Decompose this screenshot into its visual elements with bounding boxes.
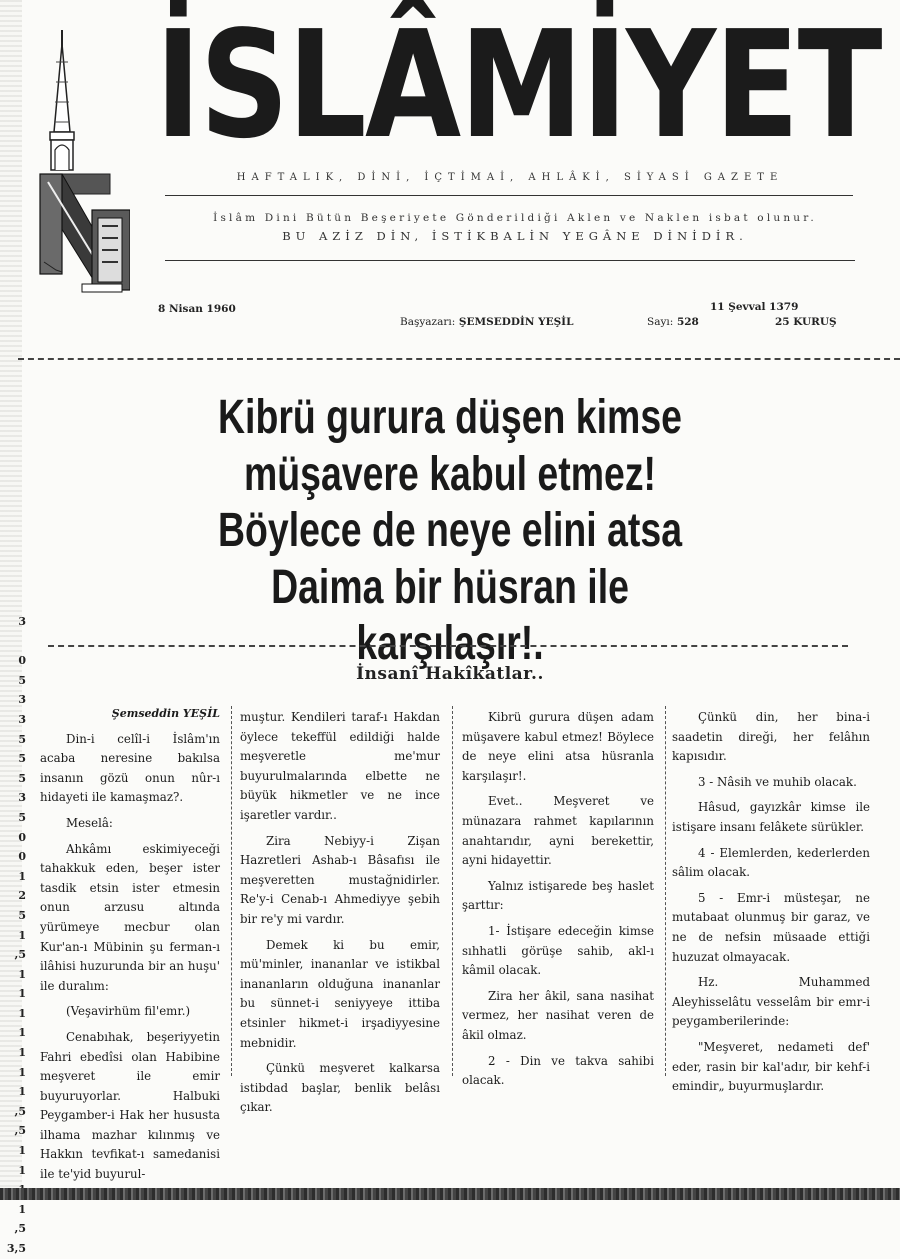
headline-line: müşavere kabul etmez!: [243, 447, 657, 501]
margin-number: 3: [18, 615, 26, 628]
editor-label: Başyazarı:: [400, 316, 456, 328]
headline-line: Daima bir hüsran ile karşılaşır!.: [271, 560, 629, 670]
paragraph: Zira Nebiyy-i Zişan Hazretleri Ashab-ı Bâsafısı ile meşveretten mustağnidirler. Re'y-i Cenab-ı Ahmediyye şebih bir re'y mi vardır.: [240, 833, 440, 926]
issue-number: [647, 316, 699, 328]
margin-number: 5: [18, 771, 26, 785]
column-divider: [452, 706, 453, 1076]
margin-number: 1: [18, 1065, 26, 1079]
headline-line: Böylece de neye elini atsa: [217, 504, 683, 557]
paragraph: Evet.. Meşveret ve münazara rahmet kapılarının anahtarıdır, ayni berekettir, ayni hidayettir.: [462, 794, 654, 868]
paragraph: Çünkü din, her bina-i saadetin direği, her felâhın kapısıdır.: [672, 710, 870, 764]
article-byline: Şemseddin YEŞİL: [111, 707, 220, 720]
column-divider: [665, 706, 666, 1076]
motto-line-2: BU AZİZ DİN, İSTİKBALİN YEGÂNE DİNİDİR.: [282, 229, 748, 243]
margin-number: 5: [18, 752, 26, 766]
margin-number: 3: [18, 712, 26, 726]
article-column-1: [40, 704, 220, 1191]
margin-number: 1: [18, 1085, 26, 1099]
paragraph: Meselâ:: [66, 815, 113, 830]
margin-number: ,5: [14, 1124, 26, 1138]
margin-number: 3,5: [6, 1242, 26, 1255]
margin-number: 1: [18, 1202, 26, 1216]
margin-number: [0, 632, 26, 652]
margin-number: 1: [18, 1163, 26, 1177]
paragraph: 5 - Emr-i müsteşar, ne mutabaat olunmuş bir garaz, ve ne de nefsin müsaade ettiği huzuzat olmayacak.: [672, 890, 870, 964]
margin-number: 1: [18, 1006, 26, 1020]
paragraph: "Meşveret, nedameti def' eder, rasin bir kal'adır, bir kehf-i emindir„ buyurmuşlardır.: [672, 1039, 870, 1094]
margin-number: 1: [18, 967, 26, 981]
margin-number: 3: [18, 693, 26, 707]
paragraph: Kibrü gurura düşen adam müşavere kabul etmez! Böylece de neye elini atsa hüsranla karşılaşır!.: [462, 710, 654, 783]
paragraph: Hz. Muhammed Aleyhisselâtu vesselâm bir emr-i peygamberilerinde:: [672, 975, 870, 1029]
article-column-4: [672, 708, 870, 1103]
margin-number: 0: [18, 654, 26, 668]
paragraph: Zira her âkil, sana nasihat vermez, her nasihat veren de âkil olmaz.: [462, 988, 654, 1042]
paragraph: muştur. Kendileri taraf-ı Hakdan öylece tekeffül edildiği halde meşveretle me'mur buyurulmalarında elbette ne büyük hikmetler ve ne ince işaretler vardır..: [240, 710, 440, 822]
margin-number: 5: [18, 732, 26, 746]
margin-number: 5: [18, 908, 26, 922]
paragraph: Demek ki bu emir, mü'minler, inananlar ve istikbal inananların olduğuna inananlar bu sünnet-i seniyyeye ittiba etsinler hikmet-i irşadiyyesine mebnidir.: [240, 937, 440, 1050]
paragraph: Hâsud, gayızkâr kimse ile istişare insanı felâkete sürükler.: [672, 800, 870, 834]
paragraph: 1- İstişare edeceğin kimse sıhhatli görüşe sahib, akl-ı kâmil olacak.: [462, 923, 654, 978]
margin-number: 5: [18, 673, 26, 687]
headline-top-divider: [18, 358, 900, 360]
margin-ruler-numbers: [0, 612, 26, 1259]
margin-number: 2: [18, 889, 26, 903]
editor-line: [400, 316, 573, 328]
motto-line-1: İslâm Dini Bütün Beşeriyete Gönderildiği Aklen ve Naklen isbat olunur.: [213, 212, 817, 224]
margin-number: 0: [18, 850, 26, 864]
price: 25 KURUŞ: [775, 316, 837, 328]
margin-number: 0: [18, 830, 26, 844]
editor-name: ŞEMSEDDİN YEŞİL: [458, 316, 574, 328]
paragraph: 4 - Elemlerden, kederlerden sâlim olacak.: [672, 845, 870, 880]
margin-number: 1: [18, 928, 26, 942]
issue-date: 8 Nisan 1960: [158, 303, 236, 315]
motto-divider: [165, 260, 855, 261]
scan-bottom-edge: [0, 1188, 900, 1200]
paragraph: 3 - Nâsih ve muhib olacak.: [698, 774, 857, 789]
newspaper-title: İSLÂMİYET: [155, 0, 881, 171]
paragraph: Yalnız istişarede beş haslet şarttır:: [462, 878, 654, 913]
margin-number: 1: [18, 1026, 26, 1040]
headline-bottom-divider: [48, 645, 848, 647]
margin-number: 3: [18, 791, 26, 805]
margin-number: 1: [18, 1046, 26, 1060]
paragraph: Ahkâmı eskimiyeceği tahakkuk eden, beşer ister tasdik etsin ister etmesin onun arzusu altında yürümeye mecbur olan Kur'an-ı Mübinin şu ferman-ı ilâhisi huzurunda bir an huşu' ile duralım:: [40, 841, 220, 993]
paragraph: (Veşavirhüm fil'emr.): [66, 1004, 191, 1019]
article-column-2: [240, 708, 440, 1124]
article-column-3: [462, 708, 654, 1097]
paragraph: Çünkü meşveret kalkarsa istibdad başlar, benlik belâsı çıkar.: [240, 1061, 440, 1115]
paragraph: 2 - Din ve takva sahibi olacak.: [462, 1053, 654, 1088]
hijri-date: 11 Şevval 1379: [710, 301, 799, 313]
margin-number: 5: [18, 810, 26, 824]
margin-number: 1: [18, 869, 26, 883]
issue-number-label: Sayı:: [647, 316, 674, 328]
margin-number: ,5: [14, 948, 26, 962]
column-divider: [231, 706, 232, 1076]
newspaper-subtitle: HAFTALIK, DİNİ, İÇTİMAİ, AHLÂKİ, SİYASİ GAZETE: [236, 172, 784, 183]
main-headline: [110, 390, 790, 673]
headline-line: Kibrü gurura düşen kimse: [218, 391, 682, 444]
margin-number: 1: [18, 1144, 26, 1158]
margin-number: ,5: [14, 1222, 26, 1236]
article-title: İnsanî Hakîkatlar..: [356, 664, 544, 684]
issue-number-value: 528: [676, 316, 699, 328]
paragraph: Din-i celîl-i İslâm'ın acaba neresine bakılsa insanın gözü onun nûr-ı hidayeti ile kamaşmaz?.: [40, 731, 220, 805]
paragraph: Cenabıhak, beşeriyyetin Fahri ebedîsi olan Habibine meşveret ile emir buyuruyorlar. Halbuki Peygamber-i Hak her hususta ilhama mazhar kılınmış ve Hakkın tevfikat-ı samedanisi ile te'yid buyurul-: [40, 1029, 220, 1182]
margin-number: ,5: [14, 1104, 26, 1118]
header-divider: [165, 195, 853, 196]
minbar-icon: [18, 22, 130, 297]
margin-number: 1: [18, 987, 26, 1001]
